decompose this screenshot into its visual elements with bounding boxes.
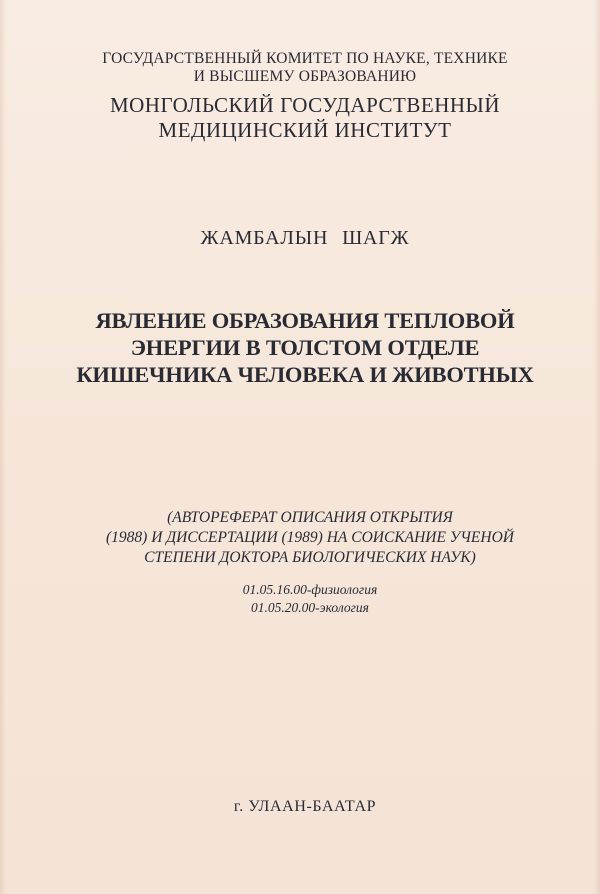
specialty-code-2: 01.05.20.00-экология (251, 600, 369, 615)
page-edge-right (594, 0, 600, 894)
specialty-codes (60, 581, 560, 617)
committee-line-2: И ВЫСШЕМУ ОБРАЗОВАНИЮ (193, 68, 417, 85)
page-edge-left (0, 0, 6, 894)
committee-heading (60, 50, 550, 86)
committee-line-1: ГОСУДАРСТВЕННЫЙ КОМИТЕТ ПО НАУКЕ, ТЕХНИКЕ (102, 50, 508, 67)
abstract-line-3: СТЕПЕНИ ДОКТОРА БИОЛОГИЧЕСКИХ НАУК) (144, 549, 476, 566)
city-name: г. УЛААН-БААТАР (233, 798, 377, 815)
abstract-line-1: (АВТОРЕФЕРАТ ОПИСАНИЯ ОТКРЫТИЯ (167, 509, 453, 526)
author-name: ЖАМБАЛЫН ШАГЖ (200, 227, 410, 249)
institute-heading (60, 93, 550, 143)
document-title (60, 307, 550, 388)
title-line-1: ЯВЛЕНИЕ ОБРАЗОВАНИЯ ТЕПЛОВОЙ (95, 308, 515, 333)
title-line-2: ЭНЕРГИИ В ТОЛСТОМ ОТДЕЛЕ (130, 335, 480, 360)
abstract-line-2: (1988) И ДИССЕРТАЦИИ (1989) НА СОИСКАНИЕ УЧЕНОЙ (106, 529, 514, 546)
abstract-note (60, 508, 560, 568)
title-line-3: КИШЕЧНИКА ЧЕЛОВЕКА И ЖИВОТНЫХ (76, 362, 534, 387)
institute-line-2: МЕДИЦИНСКИЙ ИНСТИТУТ (158, 118, 452, 142)
institute-line-1: МОНГОЛЬСКИЙ ГОСУДАРСТВЕННЫЙ (109, 93, 501, 117)
specialty-code-1: 01.05.16.00-физиология (242, 582, 378, 597)
